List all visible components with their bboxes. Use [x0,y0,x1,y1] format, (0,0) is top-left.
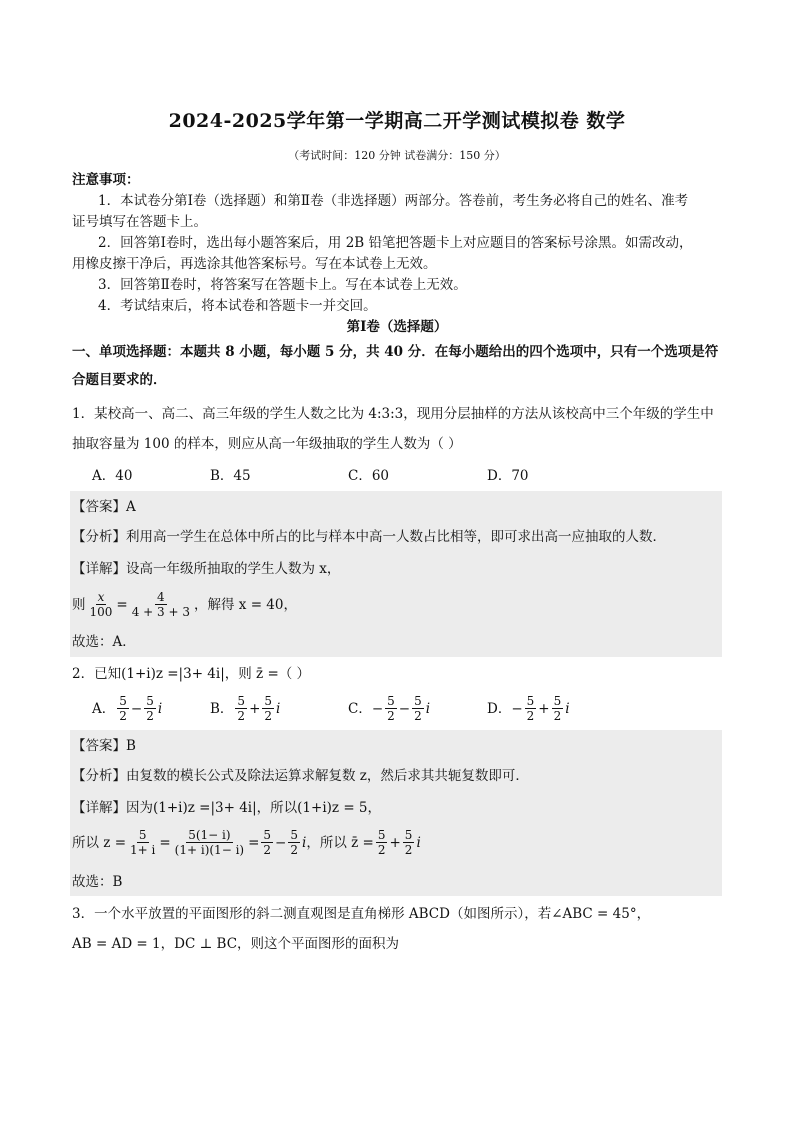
q2-plus: + [389,834,401,851]
q2-frac2 [173,828,246,857]
q2-opt-d-frac2 [552,694,564,723]
q2-opt-c-i: i [425,700,431,717]
q2-opt-b-n2: 5 [264,694,273,708]
q2-opt-d-frac1 [525,694,537,723]
q2-minus: − [275,834,287,851]
q2-analysis-label: 【分析】 [72,768,126,784]
q2-opt-c-n2: 5 [414,694,422,708]
q2-option-c [348,694,430,723]
q2-frac6 [403,828,415,857]
q2-stem: 2．已知(1+i)z =|3+ 4i|，则 z̄ =（ ） [72,666,311,682]
q1-calc-suffix: ，解得 x = 40， [194,596,297,613]
q1-frac1-num: x [97,590,105,604]
q2-f5d: 2 [377,843,386,857]
q2-opt-d-op: + [538,700,550,717]
q2-option-d [487,694,570,723]
q2-f4n: 5 [290,828,298,842]
q2-opt-a-op: − [130,700,143,717]
q1-frac-x [88,590,115,619]
q1-eq: = [116,596,128,613]
q1-answer: 【答案】A [72,499,136,515]
q2-opt-a-d1: 2 [119,709,127,723]
q2-f3d: 2 [263,843,272,857]
q1-frac2-num: 4 [157,590,165,604]
q2-detail-text: 因为(1+i)z =|3+ 4i|，所以(1+i)z = 5， [126,800,382,816]
q3-stem-a: 3．一个水平放置的平面图形的斜二测直观图是直角梯形 ABCD（如图所示），若∠ABC = 45°， [72,906,651,922]
q1-calc-prefix: 则 [72,596,86,613]
q2-opt-c-sign: − [371,700,384,717]
q2-i-1: i [302,834,307,851]
q2-opt-b-d2: 2 [264,709,273,723]
notes-heading: 注意事项： [72,172,140,188]
q2-opt-c-frac1 [385,694,397,723]
q1-analysis-text: 利用高一学生在总体中所占的比与样本中高一人数占比相等，即可求出高一应抽取的人数． [126,529,666,545]
q2-opt-c-op: − [398,700,411,717]
q2-option-b [210,694,280,723]
q2-f5n: 5 [377,828,386,842]
q2-opt-a-n1: 5 [119,694,127,708]
q2-opt-b-d1: 2 [237,709,246,723]
q2-opt-d-i: i [565,700,570,717]
q1-frac1-den: 100 [89,605,113,619]
exam-subtitle: （考试时间：120 分钟 试卷满分：150 分） [288,149,506,162]
q2-frac5 [376,828,388,857]
q2-analysis [72,766,529,786]
q2-f6n: 5 [404,828,413,842]
note-3: 3．回答第Ⅱ卷时，将答案写在答题卡上。写在本试卷上无效。 [98,277,467,293]
q1-frac2-den: 4 + 3 + 3 [131,605,190,619]
page-title: 2024-2025学年第一学期高二开学测试模拟卷 数学 [168,110,626,132]
q2-opt-c-frac2 [412,694,424,723]
q2-mid: ，所以 z̄ = [306,834,374,851]
note-1b: 证号填写在答题卡上。 [72,214,207,230]
q2-opt-d-n1: 5 [526,694,535,708]
q1-option-b: B．45 [210,468,251,484]
q1-stem-a: 1．某校高一、高二、高三年级的学生人数之比为 4:3:3，现用分层抽样的方法从该校高中三个年级的学生中 [72,406,714,422]
q2-i-2: i [416,834,421,851]
q1-detail-label: 【详解】 [72,561,126,577]
section-title: 第Ⅰ卷（选择题） [346,319,448,335]
q2-opt-b-frac1 [235,694,247,723]
q2-opt-a-n2: 5 [146,694,154,708]
q1-option-d: D．70 [487,468,529,484]
q2-opt-d-d1: 2 [526,709,535,723]
q1-option-a: A．40 [92,468,133,484]
q2-calc-prefix: 所以 z = [72,834,127,851]
q2-opt-b-i: i [276,700,281,717]
q2-opt-a-frac2 [144,694,156,723]
q2-opt-b-frac2 [262,694,274,723]
section-intro-b: 合题目要求的． [72,372,167,388]
q2-detail-label: 【详解】 [72,800,126,816]
q2-opt-b-op: + [249,700,261,717]
note-4: 4．考试结束后，将本试卷和答题卡一并交回。 [98,298,377,314]
q2-f3n: 5 [263,828,272,842]
q2-f2n: 5(1− i) [188,828,231,842]
q2-analysis-text: 由复数的模长公式及除法运算求解复数 z，然后求其共轭复数即可． [126,768,529,784]
note-1a: 1．本试卷分第Ⅰ卷（选择题）和第Ⅱ卷（非选择题）两部分。答卷前，考生务必将自己的姓名、准考 [98,193,689,209]
q1-option-c: C．60 [348,468,390,484]
q2-opt-c-n1: 5 [387,694,395,708]
q2-f1d: 1+ i [130,843,156,857]
q2-opt-b-n1: 5 [237,694,246,708]
section-intro-a: 一、单项选择题：本题共 8 小题，每小题 5 分，共 40 分．在每小题给出的四个选项中，只有一个选项是符 [72,344,719,360]
q2-calc [72,828,421,857]
q1-stem-b: 抽取容量为 100 的样本，则应从高一年级抽取的学生人数为（ ） [72,436,462,452]
q1-calc [72,590,297,619]
q2-opt-d-label: D． [487,700,512,717]
q2-opt-c-d1: 2 [387,709,395,723]
q2-f2d: (1+ i)(1− i) [174,843,245,857]
q2-opt-b-label: B． [210,700,234,717]
q2-opt-d-sign: − [511,700,523,717]
q2-option-a [92,694,162,723]
q2-opt-c-d2: 2 [414,709,422,723]
note-2b: 用橡皮擦干净后，再选涂其他答案标号。写在本试卷上无效。 [72,256,437,272]
q2-opt-d-d2: 2 [553,709,562,723]
q1-analysis [72,527,666,547]
q2-opt-a-d2: 2 [146,709,154,723]
q2-eq-2: = [248,834,260,851]
q2-choice: 故选：B [72,874,123,890]
q1-choice: 故选：A． [72,634,136,650]
q2-opt-a-label: A． [92,700,116,717]
q1-frac-ratio [130,590,192,619]
q2-opt-c-label: C． [348,700,372,717]
q2-f6d: 2 [404,843,413,857]
q2-frac3 [261,828,273,857]
q2-detail [72,798,381,818]
q2-frac4 [288,828,300,857]
q2-frac1 [128,828,157,857]
q2-opt-a-frac1 [117,694,129,723]
q3-stem-b: AB = AD = 1，DC ⊥ BC，则这个平面图形的面积为 [72,936,400,952]
q2-eq-1: = [159,834,171,851]
q1-detail-text: 设高一年级所抽取的学生人数为 x， [126,561,341,577]
q2-answer: 【答案】B [72,738,136,754]
q1-detail [72,559,340,579]
q2-f1n: 5 [138,828,147,842]
q2-opt-d-n2: 5 [553,694,562,708]
q2-f4d: 2 [290,843,298,857]
q1-analysis-label: 【分析】 [72,529,126,545]
note-2a: 2．回答第Ⅰ卷时，选出每小题答案后，用 2B 铅笔把答题卡上对应题目的答案标号涂黑。如需改动， [98,235,693,251]
q2-opt-a-i: i [157,700,163,717]
